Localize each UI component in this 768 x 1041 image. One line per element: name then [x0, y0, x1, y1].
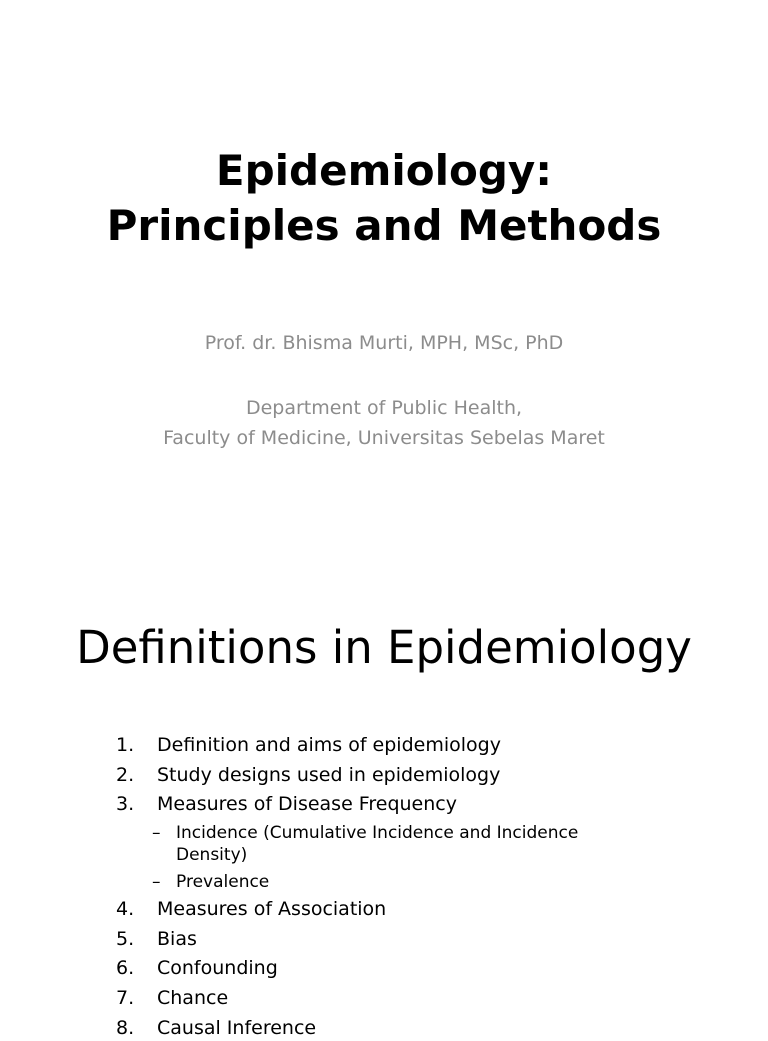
list-item-text: Measures of Association: [157, 898, 387, 920]
list-item-text: Confounding: [157, 957, 278, 979]
list-item-number: 6.: [116, 957, 135, 979]
list-item-text: Bias: [157, 928, 197, 950]
department-line-2: Faculty of Medicine, Universitas Sebelas Maret: [163, 427, 605, 449]
list-item-text: Causal Inference: [157, 1017, 317, 1039]
list-item-number: 8.: [116, 1017, 135, 1039]
list-item-number: 3.: [116, 793, 135, 815]
department-line-1: Department of Public Health,: [245, 397, 523, 419]
list-item-text: Study designs used in epidemiology: [157, 764, 501, 786]
list-item-number: 7.: [116, 987, 135, 1009]
department-info: [0, 393, 768, 453]
slide-2-title: Definitions in Epidemiology: [76, 621, 692, 674]
sub-item-text: Prevalence: [176, 872, 270, 892]
sub-item-text: Incidence (Cumulative Incidence and Incidence Density): [176, 823, 579, 865]
sub-item-dash: –: [152, 823, 161, 843]
list-item-number: 2.: [116, 764, 135, 786]
list-item-number: 4.: [116, 898, 135, 920]
sub-item-dash: –: [152, 872, 161, 892]
title-line-2: Principles and Methods: [106, 201, 662, 250]
list-item-number: 5.: [116, 928, 135, 950]
list-item-text: Chance: [157, 987, 229, 1009]
title-line-1: Epidemiology:: [215, 146, 553, 195]
list-item-text: Definition and aims of epidemiology: [157, 734, 501, 756]
slide-title: [0, 143, 768, 253]
slide-2: [0, 576, 768, 1039]
list-item-number: 1.: [116, 734, 135, 756]
list-item-text: Measures of Disease Frequency: [157, 793, 457, 815]
author-name: Prof. dr. Bhisma Murti, MPH, MSc, PhD: [204, 332, 564, 354]
